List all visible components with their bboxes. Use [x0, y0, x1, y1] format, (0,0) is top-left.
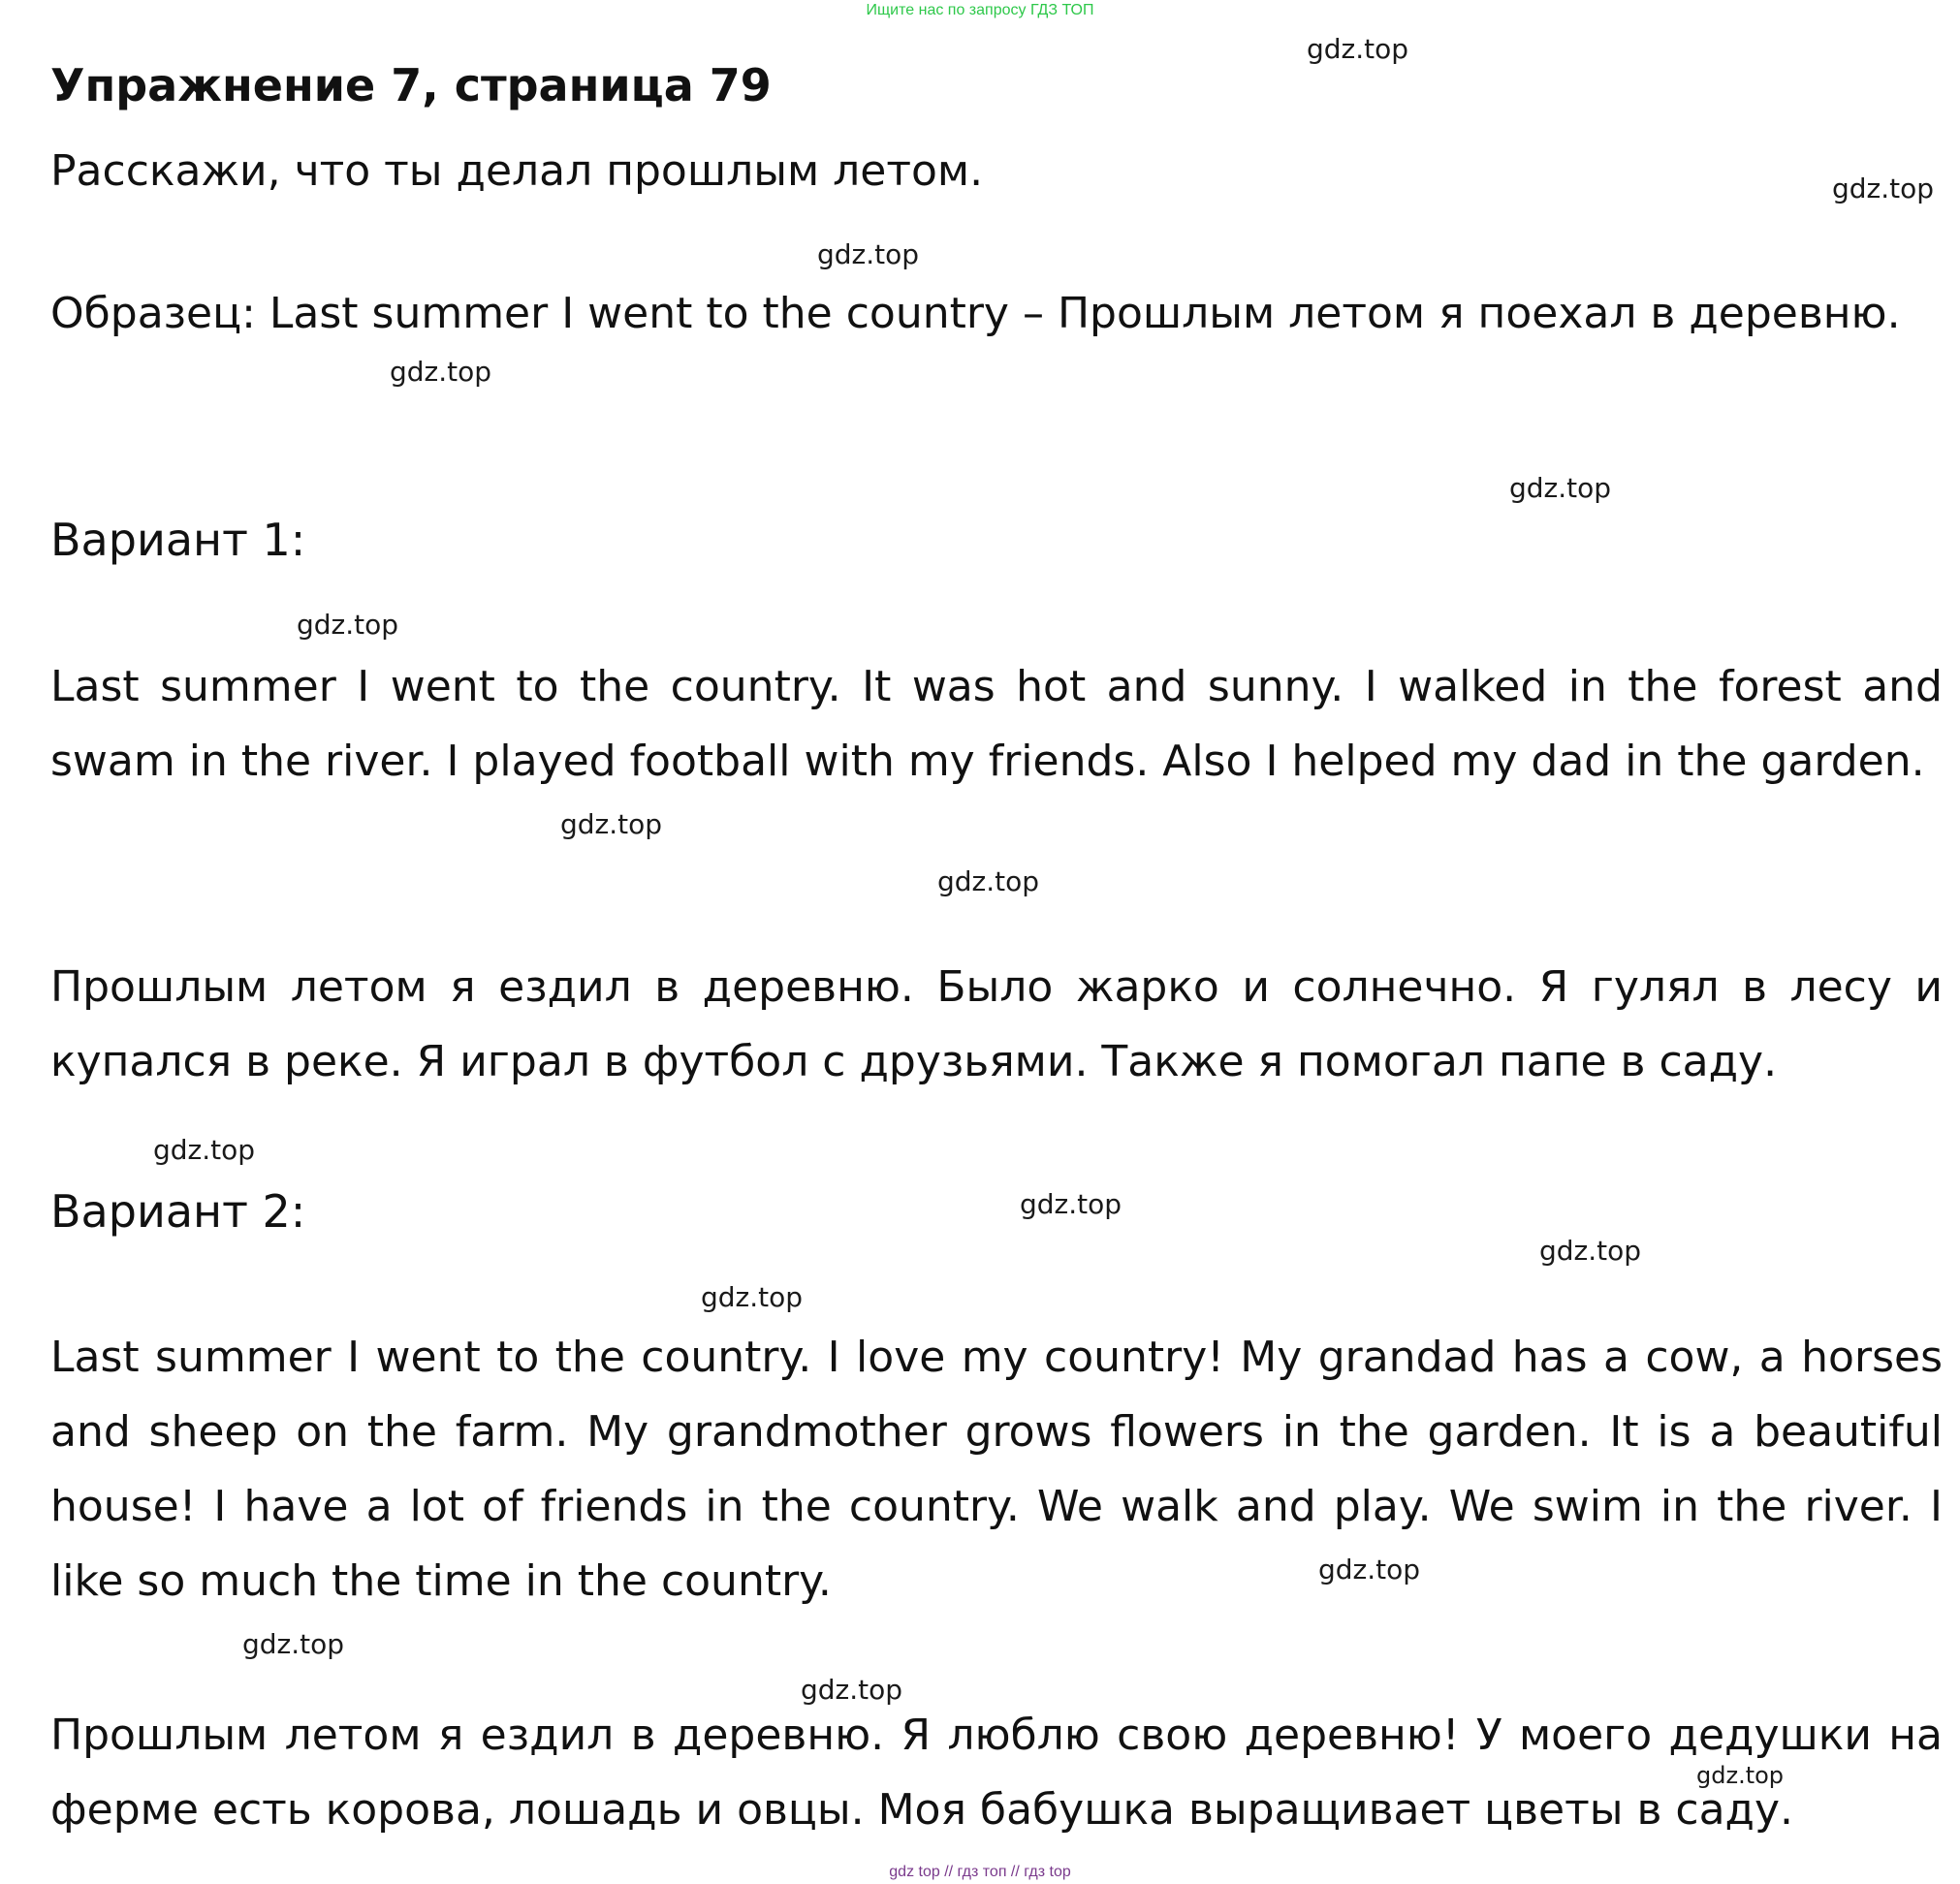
- variant1-heading: Вариант 1:: [50, 514, 306, 566]
- watermark: gdz.top: [560, 808, 663, 840]
- variant2-heading: Вариант 2:: [50, 1185, 306, 1238]
- watermark: gdz.top: [1318, 1554, 1421, 1586]
- watermark: gdz.top: [701, 1281, 804, 1313]
- watermark: gdz.top: [1509, 472, 1612, 504]
- page-title: Упражнение 7, страница 79: [50, 59, 772, 111]
- watermark: gdz.top: [1539, 1235, 1642, 1267]
- top-banner: Ищите нас по запросу ГДЗ ТОП: [866, 2, 1094, 18]
- watermark: gdz.top: [1832, 173, 1935, 204]
- watermark: gdz.top: [390, 356, 492, 388]
- watermark: gdz.top: [801, 1674, 903, 1706]
- watermark: gdz.top: [937, 865, 1040, 897]
- variant2-russian: Прошлым летом я ездил в деревню. Я люблю свою деревню! У моего дедушки на ферме есть корова, лошадь и овцы. Моя бабушка выращивает цветы в саду.: [50, 1711, 1943, 1835]
- watermark: gdz.top: [297, 609, 399, 641]
- watermark: gdz.top: [242, 1628, 345, 1660]
- task-text: Расскажи, что ты делал прошлым летом.: [50, 146, 984, 196]
- footer: gdz top // гдз топ // гдз top: [889, 1864, 1071, 1880]
- watermark: gdz.top: [1307, 33, 1409, 65]
- watermark: gdz.top: [1020, 1188, 1122, 1220]
- watermark: gdz.top: [1696, 1762, 1785, 1789]
- variant1-english: Last summer I went to the country. It was hot and sunny. I walked in the forest and swam in the river. I played football with my friends. Also I helped my dad in the garden.: [50, 662, 1943, 786]
- watermark: gdz.top: [153, 1134, 256, 1166]
- watermark: gdz.top: [817, 238, 920, 270]
- sample-text: Образец: Last summer I went to the country – Прошлым летом я поехал в деревню.: [50, 289, 1901, 338]
- variant1-russian: Прошлым летом я ездил в деревню. Было жарко и солнечно. Я гулял в лесу и купался в реке. Я играл в футбол с друзьями. Также я помогал папе в саду.: [50, 962, 1943, 1086]
- variant2-english: Last summer I went to the country. I love my country! My grandad has a cow, a horses and sheep on the farm. My grandmother grows flowers in the garden. It is a beautiful house! I have a lot of friends in the country. We walk and play. We swim in the river. I like so much the time in the country.: [50, 1333, 1943, 1606]
